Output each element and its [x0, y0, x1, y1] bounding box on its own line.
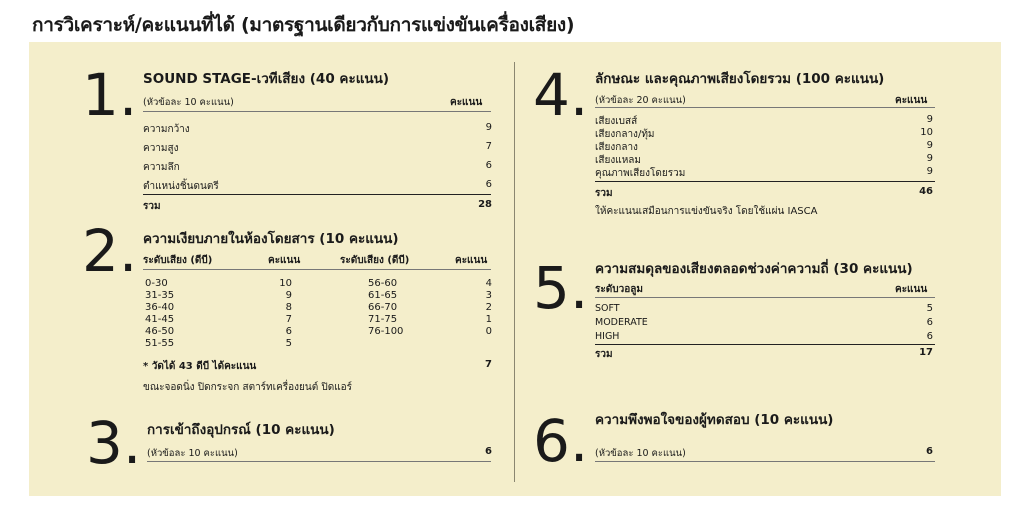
section-2-level: 56-60: [368, 278, 398, 289]
section-2-level: 41-45: [145, 314, 175, 325]
section-2-title: ความเงียบภายในห้องโดยสาร (10 คะแนน): [143, 231, 399, 247]
section-4-item-label: เสียงกลาง/ทุ้ม: [595, 129, 655, 140]
section-5-title: ความสมดุลของเสียงตลอดช่วงค่าความถี่ (30 คะแนน): [595, 261, 913, 277]
section-4-number: 4.: [533, 61, 589, 129]
section-4-item-score: 10: [920, 127, 933, 138]
section-6-subtitle: (หัวข้อละ 10 คะแนน): [595, 448, 686, 459]
section-3-rule: [147, 461, 491, 462]
section-5-item-label: MODERATE: [595, 317, 648, 328]
section-4-subtitle: (หัวข้อละ 20 คะแนน): [595, 95, 686, 106]
section-2-level: 46-50: [145, 326, 175, 337]
section-4-rule: [595, 107, 935, 108]
section-2-score: 10: [279, 278, 292, 289]
section-1-rule: [143, 111, 491, 112]
section-2-col-level-left: ระดับเสียง (ดีบี): [143, 255, 213, 266]
section-2-score: 7: [285, 314, 292, 325]
section-4-item-score: 9: [926, 166, 933, 177]
section-2-col-score-right: คะแนน: [455, 255, 488, 266]
section-5-item-label: HIGH: [595, 331, 620, 342]
section-4-item-score: 9: [926, 153, 933, 164]
section-2-score: 0: [485, 326, 492, 337]
section-5-number: 5.: [533, 254, 589, 322]
section-2-score: 8: [285, 302, 292, 313]
section-6-title: ความพึงพอใจของผู้ทดสอบ (10 คะแนน): [595, 412, 834, 428]
section-5-rule: [595, 297, 935, 298]
section-4-item-label: เสียงกลาง: [595, 142, 638, 153]
section-1-item-score: 9: [485, 122, 492, 133]
section-1-item-label: ความลึก: [143, 162, 180, 173]
section-4-total-rule: [595, 181, 935, 182]
section-2-score: 1: [485, 314, 492, 325]
section-2-measured-score: 7: [485, 359, 492, 370]
section-5-item-label: SOFT: [595, 303, 620, 314]
page-title: การวิเคราะห์/คะแนนที่ได้ (มาตรฐานเดียวกับการแข่งขันเครื่องเสียง): [32, 14, 575, 36]
section-1-item-score: 6: [485, 179, 492, 190]
section-4-item-score: 9: [926, 140, 933, 151]
column-divider: [514, 62, 515, 482]
section-2-level: 71-75: [368, 314, 398, 325]
section-1-number: 1.: [82, 61, 138, 129]
section-2-score: 6: [285, 326, 292, 337]
section-2-col-score-left: คะแนน: [268, 255, 301, 266]
section-2-score: 3: [485, 290, 492, 301]
section-3-score: 6: [485, 446, 492, 457]
section-2-score: 9: [285, 290, 292, 301]
section-4-item-label: เสียงแหลม: [595, 155, 642, 166]
section-1-total: 28: [478, 199, 492, 210]
section-1-item-label: ตำแหน่งชิ้นดนตรี: [143, 181, 219, 192]
section-2-level: 61-65: [368, 290, 398, 301]
section-1-score-header: คะแนน: [450, 97, 483, 108]
section-6-score: 6: [926, 446, 933, 457]
section-2-level: 66-70: [368, 302, 398, 313]
section-4-note: ให้คะแนนเสมือนการแข่งขันจริง โดยใช้แผ่น IASCA: [595, 206, 818, 217]
section-5-col-score: คะแนน: [895, 284, 928, 295]
section-4-total-label: รวม: [595, 188, 613, 199]
section-4-item-score: 9: [926, 114, 933, 125]
section-4-item-label: เสียงเบสส์: [595, 116, 638, 127]
section-2-score: 5: [285, 338, 292, 349]
section-2-level: 31-35: [145, 290, 175, 301]
section-2-level: 51-55: [145, 338, 175, 349]
section-4-score-header: คะแนน: [895, 95, 928, 106]
section-2-rule: [143, 269, 491, 270]
section-5-total-label: รวม: [595, 349, 613, 360]
section-3-number: 3.: [86, 409, 142, 477]
section-2-score: 2: [485, 302, 492, 313]
section-1-item-label: ความสูง: [143, 143, 179, 154]
section-1-item-score: 6: [485, 160, 492, 171]
section-6-rule: [595, 461, 935, 462]
section-1-total-label: รวม: [143, 201, 161, 212]
section-4-title: ลักษณะ และคุณภาพเสียงโดยรวม (100 คะแนน): [595, 71, 885, 87]
section-5-item-score: 6: [926, 331, 933, 342]
section-2-measured: * วัดได้ 43 ดีบี ได้คะแนน: [143, 361, 257, 372]
section-3-title: การเข้าถึงอุปกรณ์ (10 คะแนน): [147, 422, 335, 438]
section-1-title: SOUND STAGE-เวทีเสียง (40 คะแนน): [143, 71, 390, 87]
section-2-level: 0-30: [145, 278, 168, 289]
section-5-item-score: 5: [926, 303, 933, 314]
section-1-item-score: 7: [485, 141, 492, 152]
section-5-total: 17: [919, 347, 933, 358]
section-2-note: ขณะจอดนิ่ง ปิดกระจก สตาร์ทเครื่องยนต์ ปิดแอร์: [143, 382, 353, 393]
section-2-level: 36-40: [145, 302, 175, 313]
section-4-item-label: คุณภาพเสียงโดยรวม: [595, 168, 686, 179]
section-5-total-rule: [595, 344, 935, 345]
section-3-subtitle: (หัวข้อละ 10 คะแนน): [147, 448, 238, 459]
section-6-number: 6.: [533, 407, 589, 475]
section-4-total: 46: [919, 186, 933, 197]
section-2-level: 76-100: [368, 326, 404, 337]
section-2-number: 2.: [82, 217, 138, 285]
section-5-col-level: ระดับวอลูม: [595, 284, 643, 295]
section-1-item-label: ความกว้าง: [143, 124, 190, 135]
section-1-total-rule: [143, 194, 491, 195]
section-1-subtitle: (หัวข้อละ 10 คะแนน): [143, 97, 234, 108]
section-5-item-score: 6: [926, 317, 933, 328]
section-2-col-level-right: ระดับเสียง (ดีบี): [340, 255, 410, 266]
section-2-score: 4: [485, 278, 492, 289]
